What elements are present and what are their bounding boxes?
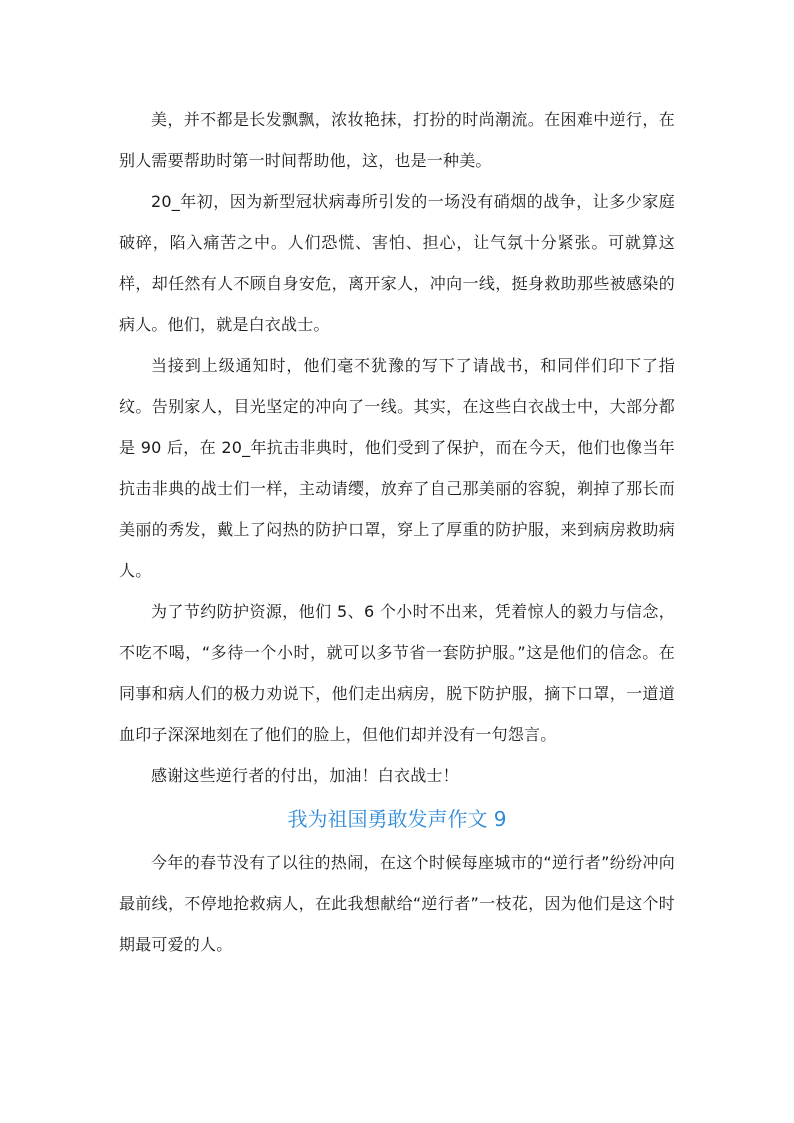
paragraph: 当接到上级通知时，他们毫不犹豫的写下了请战书，和同伴们印下了指纹。告别家人，目光坚定的冲向了一线。其实，在这些白衣战士中，大部分都是 90 后，在 20_年抗击非典时，他们受到了保护，而在今天，他们也像当年抗击非典的战士们一样，主动请缨，放弃了自己那美丽的容貌，剃掉了那长而美丽的秀发，戴上了闷热的防护口罩，穿上了厚重的防护服，来到病房救助病人。: [119, 356, 675, 580]
paragraph: 美，并不都是长发飘飘，浓妆艳抹，打扮的时尚潮流。在困难中逆行，在别人需要帮助时第一时间帮助他，这，也是一种美。: [119, 110, 675, 170]
paragraph: 今年的春节没有了以往的热闹，在这个时候每座城市的“逆行者”纷纷冲向最前线，不停地抢救病人，在此我想献给“逆行者”一枝花，因为他们是这个时期最可爱的人。: [119, 853, 675, 954]
paragraph: 为了节约防护资源，他们 5、6 个小时不出来，凭着惊人的毅力与信念，不吃不喝，“多待一个小时，就可以多节省一套防护服。”这是他们的信念。在同事和病人们的极力劝说下，他们走出病房，脱下防护服，摘下口罩，一道道血印子深深地刻在了他们的脸上，但他们却并没有一句怨言。: [119, 602, 675, 744]
paragraph: 20_年初，因为新型冠状病毒所引发的一场没有硝烟的战争，让多少家庭破碎，陷入痛苦之中。人们恐慌、害怕、担心，让气氛十分紧张。可就算这样，却任然有人不顾自身安危，离开家人，冲向一线，挺身救助那些被感染的病人。他们，就是白衣战士。: [119, 192, 675, 334]
section-heading: 我为祖国勇敢发声作文 9: [287, 807, 507, 831]
paragraph: 感谢这些逆行者的付出，加油！白衣战士！: [151, 766, 459, 785]
document-body: [119, 99, 675, 965]
